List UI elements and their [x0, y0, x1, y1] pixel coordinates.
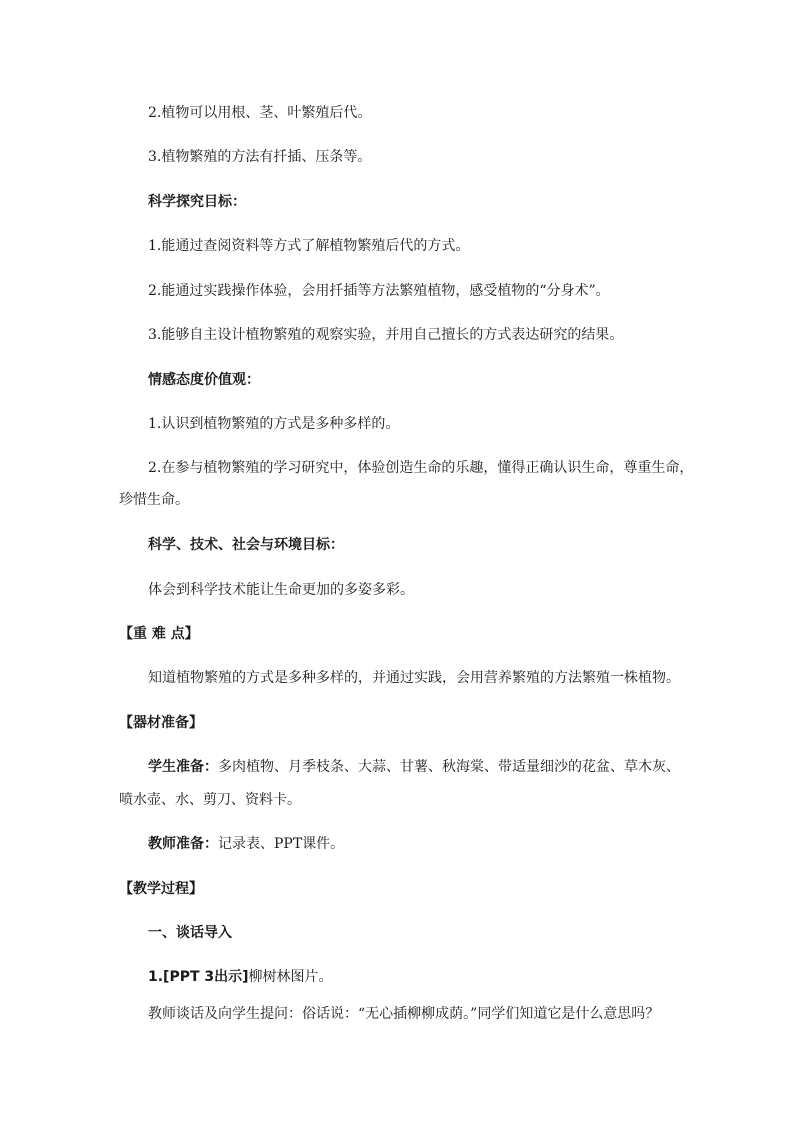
knowledge-item-3: 3.植物繁殖的方法有扦插、压条等。 — [148, 149, 372, 165]
attitude-item-2-line-2: 珍惜生命。 — [119, 492, 189, 508]
attitude-item-1: 1.认识到植物繁殖的方式是多种多样的。 — [148, 416, 400, 432]
sts-heading: 科学、技术、社会与环境目标： — [148, 537, 344, 553]
student-materials-line-2: 喷水壶、水、剪刀、资料卡。 — [119, 792, 301, 808]
section-1-heading: 一、谈话导入 — [148, 925, 232, 941]
knowledge-item-2: 2.植物可以用根、茎、叶繁殖后代。 — [148, 105, 372, 121]
teacher-materials-label: 教师准备： — [148, 836, 218, 852]
inquiry-item-1: 1.能通过查阅资料等方式了解植物繁殖后代的方式。 — [148, 238, 470, 254]
teacher-materials-text: 记录表、PPT课件。 — [218, 836, 345, 852]
step-1-text: 柳树林图片。 — [248, 969, 333, 985]
attitude-item-2-line-1: 2.在参与植物繁殖的学习研究中，体验创造生命的乐趣，懂得正确认识生命，尊重生命， — [148, 460, 694, 476]
process-heading: 【教学过程】 — [119, 881, 203, 897]
inquiry-item-3: 3.能够自主设计植物繁殖的观察实验，并用自己擅长的方式表达研究的结果。 — [148, 327, 624, 343]
materials-heading: 【器材准备】 — [119, 715, 203, 731]
inquiry-item-2: 2.能通过实践操作体验，会用扦插等方法繁殖植物，感受植物的“分身术”。 — [148, 283, 610, 299]
inquiry-heading: 科学探究目标： — [148, 194, 246, 210]
student-materials-label: 学生准备： — [148, 759, 218, 775]
student-materials-text: 多肉植物、月季枝条、大蒜、甘薯、秋海棠、带适量细沙的花盆、草木灰、 — [218, 759, 680, 775]
key-points-text: 知道植物繁殖的方式是多种多样的，并通过实践，会用营养繁殖的方法繁殖一株植物。 — [148, 670, 680, 686]
student-materials-line-1 — [148, 757, 680, 777]
attitude-heading: 情感态度价值观： — [148, 372, 260, 388]
sts-item-1: 体会到科学技术能让生命更加的多姿多彩。 — [148, 582, 414, 598]
step-1-label: 1.[PPT 3出示] — [148, 969, 249, 985]
key-points-heading: 【重 难 点】 — [119, 626, 199, 642]
teacher-dialog: 教师谈话及向学生提问：俗话说：“无心插柳柳成荫。”同学们知道它是什么意思吗？ — [148, 1006, 660, 1022]
teacher-materials — [148, 834, 344, 854]
step-1 — [148, 967, 333, 987]
